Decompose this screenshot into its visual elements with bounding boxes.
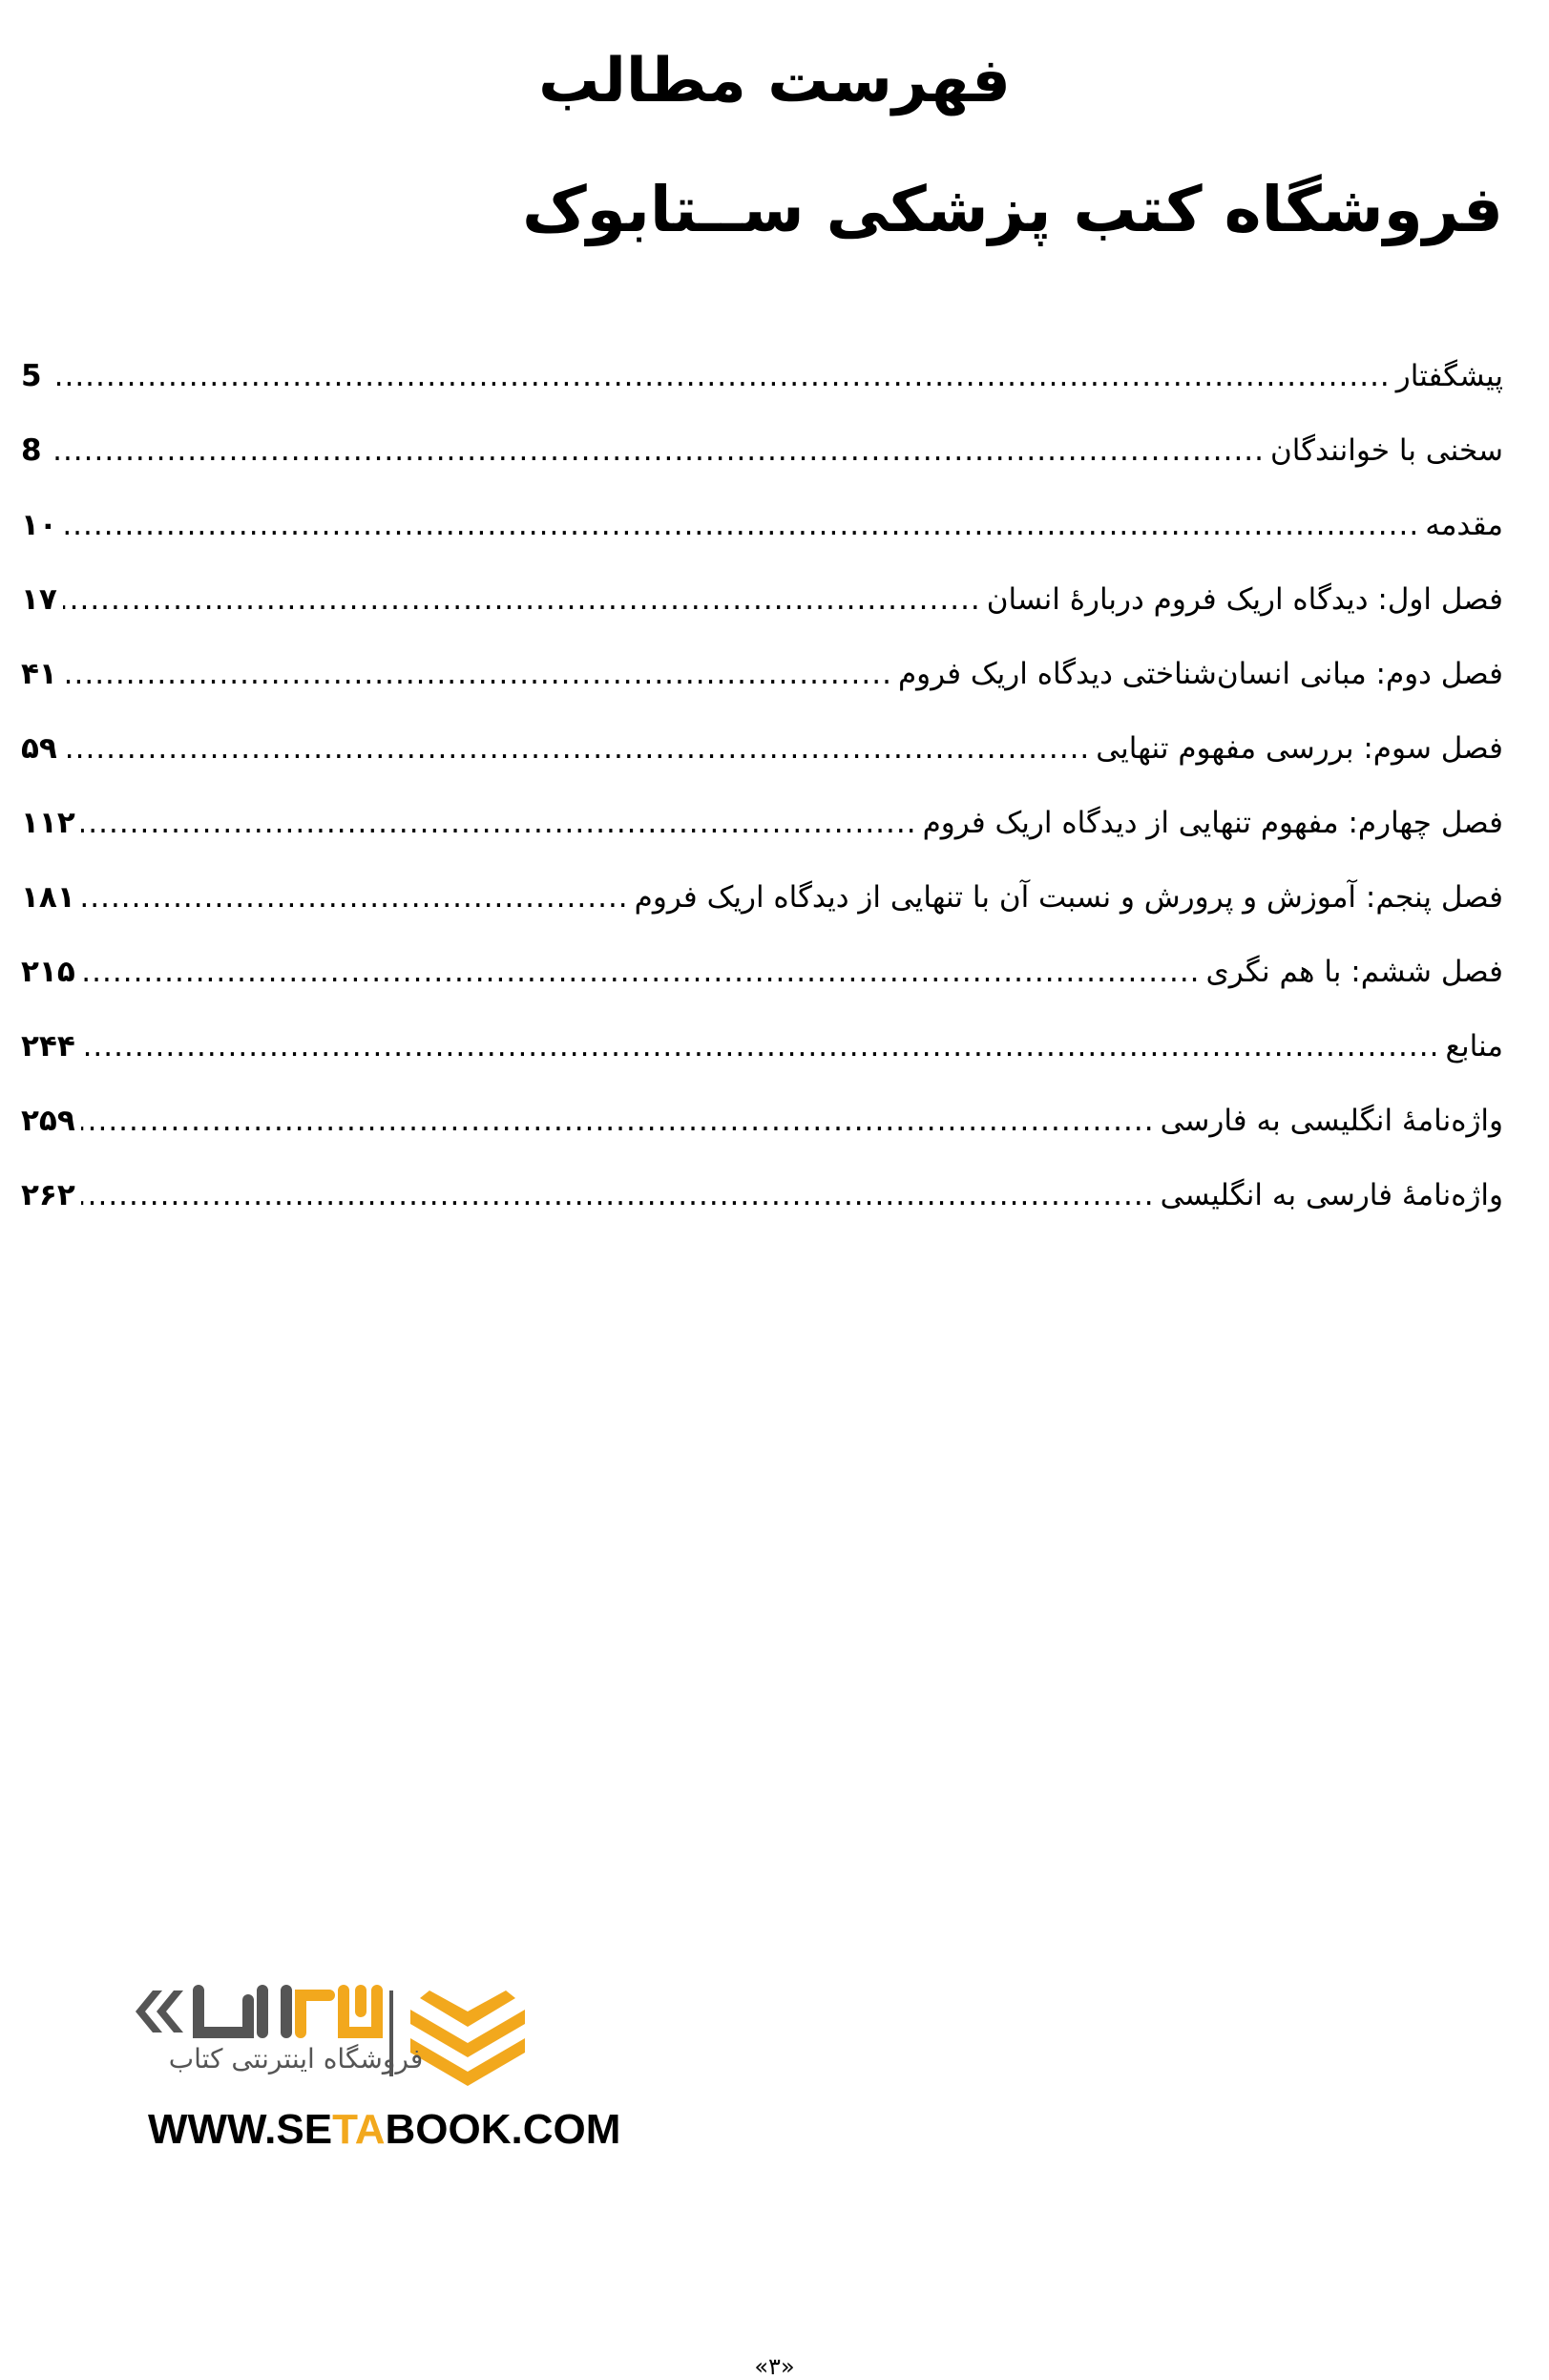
toc-entry-page: ۱۰	[21, 508, 57, 542]
toc-entry	[21, 339, 1503, 413]
toc-leader	[63, 562, 981, 637]
toc-leader	[81, 1158, 1155, 1232]
toc-entry-page: ۵۹	[21, 731, 57, 766]
chevron-left-icon	[136, 1990, 183, 2032]
toc-entry	[21, 1084, 1503, 1158]
toc-entry	[21, 488, 1503, 562]
toc-entry-page: ۲۱۵	[21, 955, 75, 989]
toc-entry-page: ۱۷	[21, 582, 57, 617]
logo-url-prefix: WWW.SE	[148, 2106, 333, 2153]
toc-leader	[81, 935, 1201, 1009]
toc-leader	[81, 786, 917, 860]
toc-entry-title: پیشگفتار	[1395, 359, 1503, 393]
table-of-contents	[21, 339, 1503, 1232]
toc-entry-page: ۴۱	[21, 657, 57, 691]
toc-entry-page: ۲۴۴	[21, 1029, 75, 1064]
store-title: فروشگاه کتب پزشکی ســتابوک	[522, 173, 1503, 246]
toc-entry	[21, 413, 1503, 488]
logo-url[interactable]	[148, 2106, 620, 2154]
toc-leader	[63, 488, 1419, 562]
toc-leader	[55, 339, 1391, 413]
toc-entry-title: فصل دوم: مبانی انسان‌شناختی دیدگاه اریک فروم	[897, 657, 1503, 691]
toc-entry-title: فصل ششم: با هم نگری	[1205, 955, 1503, 989]
toc-entry	[21, 1009, 1503, 1084]
toc-leader	[81, 1009, 1440, 1084]
toc-entry-title: مقدمه	[1425, 508, 1503, 542]
toc-leader	[63, 637, 892, 711]
toc-entry-page: ۱۸۱	[21, 880, 75, 915]
toc-entry	[21, 562, 1503, 637]
toc-entry-title: سخنی با خوانندگان	[1270, 433, 1503, 468]
logo-url-suffix: BOOK.COM	[385, 2106, 621, 2153]
toc-entry	[21, 860, 1503, 935]
toc-entry-page: ۲۵۹	[21, 1104, 75, 1138]
toc-entry	[21, 786, 1503, 860]
toc-entry-title: فصل چهارم: مفهوم تنهایی از دیدگاه اریک فروم	[922, 806, 1503, 840]
toc-entry	[21, 1158, 1503, 1232]
toc-leader	[63, 711, 1090, 786]
toc-entry-page: 8	[21, 433, 42, 468]
wordmark-mark	[199, 1990, 377, 2032]
logo-url-accent: TA	[332, 2106, 386, 2153]
page-number: «۳»	[754, 2353, 795, 2380]
toc-entry-page: ۱۱۲	[21, 806, 75, 840]
logo-tagline: فروشگاه اینترنتی کتاب	[168, 2043, 424, 2075]
toc-entry	[21, 711, 1503, 786]
toc-entry-page: ۲۶۲	[21, 1178, 75, 1212]
toc-entry-page: 5	[21, 359, 42, 393]
toc-entry-title: منابع	[1445, 1029, 1503, 1064]
page-title: فهرست مطالب	[538, 46, 1011, 116]
toc-leader	[55, 413, 1265, 488]
toc-entry-title: واژه‌نامۀ انگلیسی به فارسی	[1160, 1104, 1503, 1138]
toc-entry-title: فصل اول: دیدگاه اریک فروم دربارۀ انسان	[986, 582, 1503, 617]
toc-entry-title: واژه‌نامۀ فارسی به انگلیسی	[1160, 1178, 1503, 1212]
toc-leader	[81, 860, 629, 935]
toc-entry	[21, 935, 1503, 1009]
toc-entry-title: فصل سوم: بررسی مفهوم تنهایی	[1096, 731, 1503, 766]
toc-entry	[21, 637, 1503, 711]
toc-entry-title: فصل پنجم: آموزش و پرورش و نسبت آن با تنهایی از دیدگاه اریک فروم	[634, 880, 1503, 915]
toc-leader	[81, 1084, 1155, 1158]
